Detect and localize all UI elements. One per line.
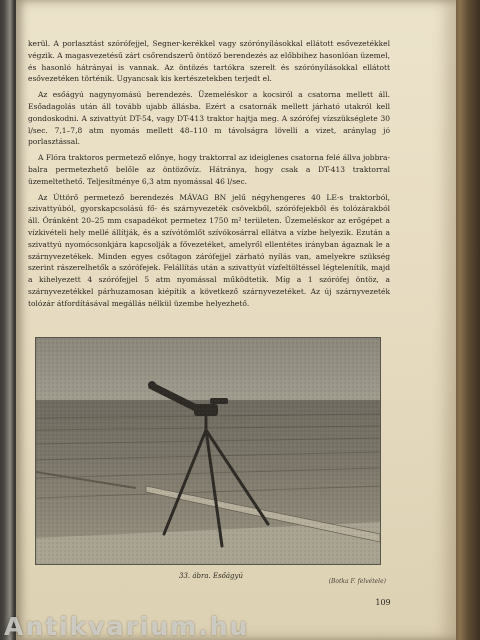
book-spine (454, 0, 480, 640)
page-number: 109 (375, 598, 391, 607)
figure-photo (36, 338, 380, 564)
book-page (16, 0, 456, 640)
paragraph-2: Az esőágyú nagynyomású berendezés. Üzemeléskor a kocsiról a csatorna mellett áll. Esőadagolás után áll tovább ujabb állásba. Ezért a csatornák mellett járható utakról kell gondoskodni. A szivattyút DT-54, vagy DT-413 traktor hajtja meg. A szórófej vízszükséglete 30 l/sec. 7,1–7,8 atm nyomás mellett 48–110 m távolságra lövelli a vizet, aránylag jó porlasztással. (28, 90, 390, 147)
watermark-logo: Antikvarium.hu (4, 614, 250, 640)
photo-grain (36, 338, 380, 564)
caption-title: 33. ábra. Esőágyú (178, 572, 243, 580)
rain-gun-photo (36, 338, 380, 564)
paragraph-4: Az Úttörő permetező berendezés MÁVAG BN jelű négyhengeres 40 LE-s traktorból, szivattyúból, gyorskapcsolású fő- és szárnyvezeték csövekből, szórófejekből és tolózárakból áll. Óránként 20–25 mm csapadékot permetez 1750 m² területen. Üzemeléskor az erőgépet a vízkivételi hely mellé állítják, és a szívótömlőt szívókosárral ellátva a vízbe helyezik. Ezután a szivattyú nyomócsonkjára kapcsolják a fővezetéket, amelyről ellentétes irányban ágaznak le a szárnyvezetékek. Minden egyes csőtagon zárófejjel zárható nyílás van, amelyekre szükség szerint rászerelhetők a szórófejek. Felállítás után a szivattyút vízfeltöltéssel légtelenítik, majd a kihelyezett 4 szórófejjel 5 atm nyomással működtetik. Míg a 1 szórófej öntöz, a szárnyvezetékkel párhuzamosan kiépítik a következő szárnyvezetéket. Az új szárnyvezeték tolózár átfordításával megállás nélkül üzembe helyezhető. (28, 192, 390, 308)
body-text (28, 38, 390, 314)
paragraph-1: kerül. A porlasztást szórófejjel, Segner-kerékkel vagy szórónyílásokkal ellátott esővezetékkel végzik. A magasvezetésű zárt csőrendszerű öntöző berendezés az előbbihez hasonlóan üzemel, és hasonló hátrányai is vannak. Az öntözés tartókra szerelt és szórónyílásokkal ellátott esővezetéken történik. Ugyancsak kis kertészetekben terjedt el. (28, 39, 390, 84)
paragraph-3: A Flóra traktoros permetező előnye, hogy traktorral az ideiglenes csatorna felé állva jobbra-balra permetezhető belőle az öntözővíz. Hátránya, hogy csak a DT-413 traktorral üzemeltethető. Teljesítménye 6,3 atm nyomással 46 l/sec. (28, 153, 390, 186)
figure-caption (28, 570, 394, 584)
caption-credit: (Botka F. felvétele) (328, 578, 386, 585)
